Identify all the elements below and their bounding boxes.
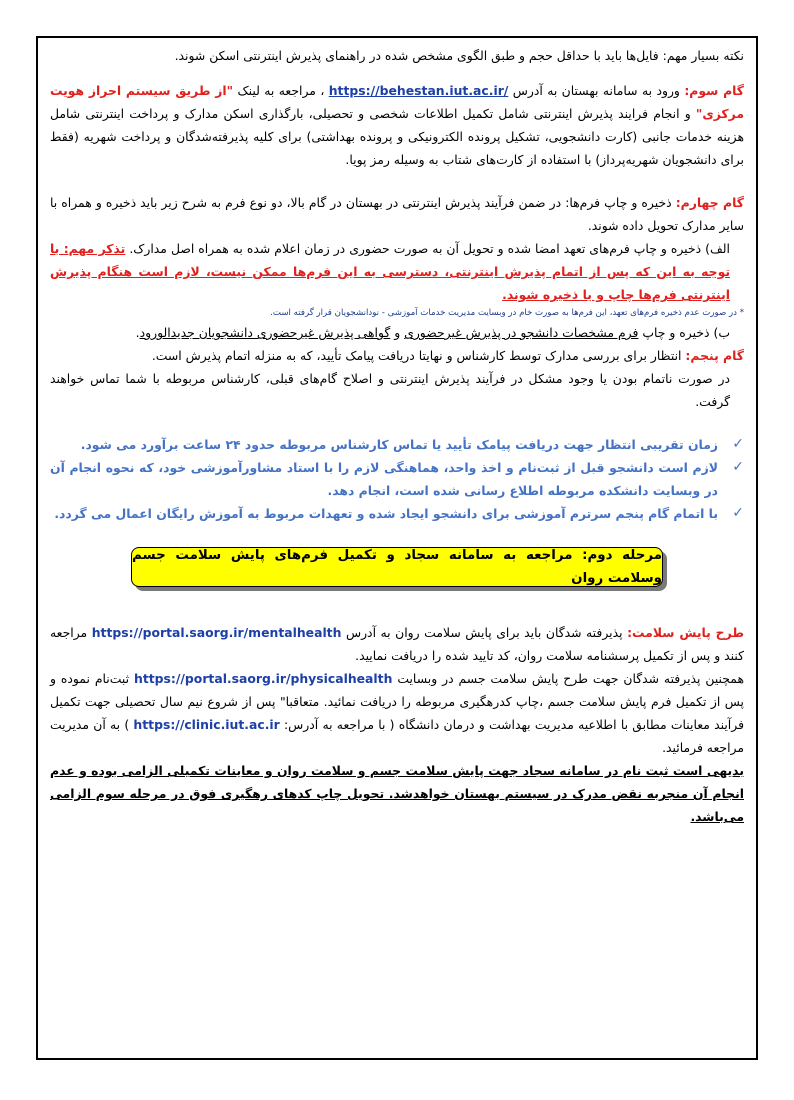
- mental-health-link[interactable]: https://portal.saorg.ir/mentalhealth: [91, 625, 342, 640]
- health-text-4: ثبت‌نام نموده و پس از تکمیل فرم پایش سلامت جسم ،چاپ کدرهگیری مربوطه را دریافت نمائید. متعاقبا" پس از شروع نیم سال تحصیلی جهت تکمیل فرآیند معاینات مطابق با اطلاعیه مدیریت بهداشت و درمان دانشگاه ( با مراجعه به آدرس:: [50, 671, 744, 732]
- stage-two-banner-wrap: [50, 547, 744, 587]
- important-note: نکته بسیار مهم: فایل‌ها باید با حداقل حجم و طبق الگوی مشخص شده در راهنمای پذیرش اینترنتی اسکن شوند.: [174, 48, 744, 63]
- health-text-3: همچنین پذیرفته شدگان جهت طرح پایش سلامت جسم در وبسایت: [392, 671, 744, 686]
- step-3-text-1: ورود به سامانه بهستان به آدرس: [508, 83, 685, 98]
- stage-two-banner: مرحله دوم: مراجعه به سامانه سجاد و تکمیل فرم‌های پایش سلامت جسم وسلامت روان: [132, 548, 662, 586]
- alef-text: الف) ذخیره و چاپ فرم‌های تعهد امضا شده و تحویل آن به صورت حضوری در زمان اعلام شده به همراه اصل مدارک.: [125, 241, 730, 256]
- be-form-1: فرم مشخصات دانشجو در پذیرش غیرحضوری: [404, 325, 639, 340]
- step-4-item-be: [50, 321, 744, 344]
- health-paragraph-1: [50, 621, 744, 667]
- step-5-text-2: در صورت ناتمام بودن یا وجود مشکل در فرآیند پذیرش اینترنتی و اصلاح گام‌های قبلی، کارشناس مربوطه با شما تماس خواهند گرفت.: [50, 371, 730, 409]
- step-5-paragraph: [50, 344, 744, 367]
- checklist-item: ✓ لازم است دانشجو قبل از ثبت‌نام و اخذ واحد، هماهنگی لازم را با استاد مشاورآموزشی خود، که نحوه انجام آن در وبسایت دانشکده مربوطه اطلاع رسانی شده است، انجام دهد.: [50, 456, 744, 502]
- be-end: .: [135, 325, 140, 340]
- step-4-item-alef: [50, 237, 744, 306]
- be-and: و: [390, 325, 405, 340]
- clinic-link[interactable]: https://clinic.iut.ac.ir: [133, 717, 280, 732]
- health-final-note: بدیهی است ثبت نام در سامانه سجاد جهت پایش سلامت جسم و سلامت روان و معاینات تکمیلی الزامی بوده و عدم انجام آن منجربه نقض مدرک در سیستم بهستان خواهدشد. تحویل چاپ کدهای رهگیری فوق در مرحله سوم الزامی می‌باشد.: [50, 763, 744, 824]
- checkmark-icon: ✓: [732, 505, 744, 521]
- step-4-footnote: * در صورت عدم ذخیره فرم‌های تعهد، این فرم‌ها به صورت خام در وبسایت مدیریت خدمات آموزشی - نودانشجویان قرار گرفته است.: [270, 308, 744, 318]
- step-5-text-1: انتظار برای بررسی مدارک توسط کارشناس و نهایتا دریافت پیامک تأیید، که به منزله اتمام پذیرش است.: [151, 348, 686, 363]
- health-text-5: ) به آن مدیریت مراجعه فرمائید.: [50, 717, 744, 755]
- step-4-label: گام چهارم:: [675, 195, 744, 210]
- step-5-label: گام پنجم:: [685, 348, 744, 363]
- notes-checklist: [50, 433, 744, 525]
- health-paragraph-2: [50, 667, 744, 759]
- checklist-item: ✓ با اتمام گام پنجم سرترم آموزشی برای دانشجو ایجاد شده و تعهدات مربوط به آموزش رایگان اعمال می گردد.: [50, 502, 744, 525]
- step-3-text-3: و انجام فرایند پذیرش اینترنتی شامل تکمیل اطلاعات شخصی و تحصیلی، بارگذاری اسکن مدارک و پرداخت اینترنتی شامل هزینه خدمات جانبی (کارت دانشجویی، تشکیل پرونده الکترونیکی و پرونده بهداشتی) برای کلیه پذیرفته‌شدگان و پرداخت شهریه (فقط برای دانشجویان شهریه‌پرداز) با استفاده از کارت‌های شتاب به وسیله رمز پویا.: [50, 106, 744, 167]
- checkmark-icon: ✓: [732, 436, 744, 452]
- behestan-link[interactable]: https://behestan.iut.ac.ir/: [328, 83, 509, 98]
- step-4-text-1: ذخیره و چاپ فرم‌ها: در ضمن فرآیند پذیرش اینترنتی در بهستان در گام بالا، دو نوع فرم به شرح زیر باید ذخیره و همراه با سایر مدارک تحویل داده شوند.: [50, 195, 744, 233]
- be-prefix: ب) ذخیره و چاپ: [638, 325, 730, 340]
- alef-warning: تذکر مهم: با توجه به این که پس از اتمام پذیرش اینترنتی، دسترسی به این فرم‌ها ممکن نیست، لازم است هنگام پذیرش اینترنتی فرم‌ها چاپ و یا ذخیره شوند.: [50, 241, 730, 302]
- step-4-paragraph: [50, 191, 744, 237]
- health-text-2: مراجعه کنند و پس از تکمیل پرسشنامه سلامت روان، کد تایید شده را دریافت نمایید.: [50, 625, 744, 663]
- health-text-1: پذیرفته شدگان باید برای پایش سلامت روان به آدرس: [341, 625, 628, 640]
- checklist-item: ✓ زمان تقریبی انتظار جهت دریافت پیامک تأیید یا تماس کارشناس مربوطه حدود ۲۴ ساعت برآورد می شود.: [50, 433, 744, 456]
- be-form-2: گواهی پذیرش غیرحضوری دانشجویان جدیدالورود: [139, 325, 391, 340]
- document-body: [50, 44, 744, 828]
- step-3-label: گام سوم:: [684, 83, 745, 98]
- central-auth-quote: "از طریق سیستم احراز هویت مرکزی": [50, 83, 744, 121]
- physical-health-link[interactable]: https://portal.saorg.ir/physicalhealth: [134, 671, 393, 686]
- checkmark-icon: ✓: [732, 459, 744, 475]
- step-3-text-2: ، مراجعه به لینک: [233, 83, 329, 98]
- health-label: طرح پایش سلامت:: [627, 625, 744, 640]
- step-3-paragraph: [50, 79, 744, 171]
